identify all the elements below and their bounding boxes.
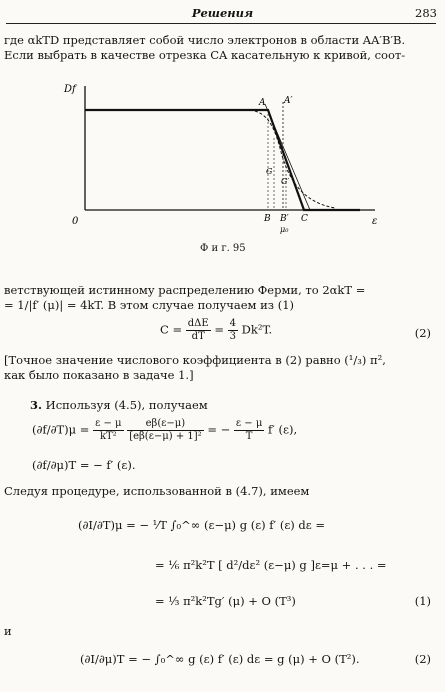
note-line-2: как было показано в задаче 1.] xyxy=(4,368,194,382)
df-dt-frac2-num: eβ(ε−μ) xyxy=(127,418,203,431)
eq-c-lhs: C = xyxy=(160,322,183,337)
fermi-curve xyxy=(250,110,335,208)
intro-line-1: где αkTD представляет собой число электронов в области AA′B′B. xyxy=(4,33,406,47)
di-dmu-rhs: = − ∫₀^∞ g (ε) f′ (ε) dε = g (μ) + O (T²). xyxy=(128,652,360,666)
section-3 xyxy=(30,398,208,412)
eq-c-number: (2) xyxy=(414,326,431,340)
para1-line-2: = 1/|f′ (μ)| = 4kT. В этом случае получаем из (1) xyxy=(4,298,294,312)
para1-line-1: ветствующей истинному распределению Ферми, то 2αkT = xyxy=(4,283,366,297)
equation-df-dt: (∂f/∂T)μ = $\frac{\varepsilon - \mu}{\text{kT²}}$ $\frac{e\beta(\varepsilon-\mu)}{\text{[eβ(ε−μ) + 1]²}}$ = − $\frac{\varepsilon - \mu}{T}$ f′ (ε), xyxy=(32,418,298,442)
di-dt-line3: = ⅓ π²k²Tg′ (μ) + O (T³) xyxy=(155,594,296,608)
eq-c-rhs: Dk²T. xyxy=(241,322,273,337)
point-b-label: B xyxy=(264,214,271,224)
df-dmu-lhs: (∂f/∂μ)T xyxy=(32,458,77,472)
equation-di-dmu xyxy=(80,652,360,666)
di-dmu-number: (2) xyxy=(414,652,431,666)
eq-c-coef xyxy=(228,318,238,343)
df-dt-frac2 xyxy=(127,418,203,443)
page-number: 283 xyxy=(415,6,437,20)
mu-label: μ₀ xyxy=(280,225,289,234)
para2-text: Следуя процедуре, использованной в (4.7), имеем xyxy=(4,484,310,498)
df-dt-frac3-num: ε − μ xyxy=(235,418,263,429)
fermi-figure xyxy=(60,78,390,243)
df-dt-frac3-den: T xyxy=(245,431,253,442)
point-a-label: A xyxy=(259,98,266,108)
di-dt-line2: = ⅙ π²k²T [ d²/dε² (ε−μ) g ]ε=μ + . . . = xyxy=(155,558,387,572)
running-header xyxy=(0,6,445,22)
conjunction-and: и xyxy=(4,624,12,638)
x-axis-label: ε xyxy=(372,216,378,227)
df-dt-frac2-den: [eβ(ε−μ) + 1]² xyxy=(129,431,202,442)
df-dt-frac1-den: kT² xyxy=(99,431,117,442)
tangent-line xyxy=(265,104,310,210)
df-dt-mid: = − xyxy=(207,422,231,437)
di-dt-lhs: (∂I/∂T)μ xyxy=(78,518,123,532)
y-axis-label: Df xyxy=(64,84,76,95)
section-3-number: 3. xyxy=(30,398,43,412)
section-3-text: Используя (4.5), получаем xyxy=(45,398,208,412)
point-g-prime-label: G′ xyxy=(281,177,290,186)
df-dt-rhs: f′ (ε), xyxy=(268,422,298,437)
di-dt-number: (1) xyxy=(414,594,431,608)
eq-c-den: dT xyxy=(191,331,205,342)
eq-c-coef-num: 4 xyxy=(229,318,237,329)
point-c-label: C xyxy=(301,214,308,224)
point-a-prime-label: A′ xyxy=(284,96,293,106)
df-dt-frac3 xyxy=(234,418,264,443)
eq-c-num: dΔE xyxy=(187,318,209,329)
header-rule xyxy=(6,23,436,24)
eq-c-fraction xyxy=(186,318,211,343)
note-line-1: [Точное значение числового коэффициента в (2) равно (¹/₃) π², xyxy=(4,353,386,367)
figure-caption: Ф и г. 95 xyxy=(200,243,246,254)
df-dt-frac1 xyxy=(93,418,123,443)
equation-di-dt xyxy=(78,518,325,532)
intro-line-2: Если выбрать в качестве отрезка CA касательную к кривой, соот- xyxy=(4,48,406,62)
df-dmu-rhs: = − f′ (ε). xyxy=(79,458,136,472)
df-dt-frac1-num: ε − μ xyxy=(95,418,122,429)
di-dt-line1: = − ¹⁄T ∫₀^∞ (ε−μ) g (ε) f′ (ε) dε = xyxy=(126,518,326,532)
equation-c xyxy=(160,318,272,343)
step-curve xyxy=(85,110,360,210)
eq-c-coef-den: 3 xyxy=(229,331,237,342)
equation-df-dmu xyxy=(32,458,136,472)
point-b-prime-label: B′ xyxy=(280,214,289,224)
di-dmu-lhs: (∂I/∂μ)T xyxy=(80,652,125,666)
origin-label: 0 xyxy=(72,216,79,227)
running-header-title: Решения xyxy=(191,6,254,20)
df-dt-lhs: (∂f/∂T)μ xyxy=(32,422,77,437)
point-g-label: G xyxy=(266,167,273,176)
eq-c-equals: = xyxy=(214,322,224,337)
